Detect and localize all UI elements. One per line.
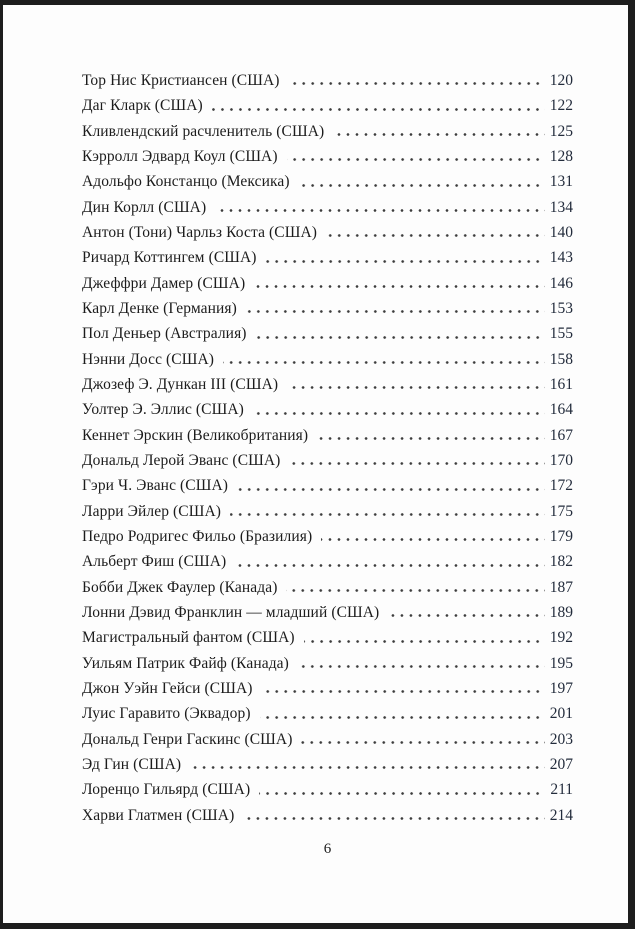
toc-entry-title: Дин Корлл (США) (82, 198, 207, 216)
toc-entry-page-number: 134 (549, 198, 573, 216)
toc-entry[interactable] (82, 752, 573, 777)
toc-entry-page-number: 120 (549, 72, 573, 89)
toc-entry-title: Уильям Патрик Файф (Канада) (82, 654, 289, 672)
toc-entry-title: Кеннет Эрскин (Великобритания) (82, 426, 309, 444)
toc-entry-title: Эд Гин (США) (82, 755, 182, 773)
toc-entry-page-number: 211 (550, 781, 573, 799)
toc-entry[interactable] (82, 676, 573, 701)
toc-entry-title: Адольфо Констанцо (Мексика) (82, 173, 290, 191)
toc-entry[interactable] (82, 144, 573, 169)
toc-entry-title: Кэрролл Эдвард Коул (США) (82, 147, 278, 165)
toc-entry[interactable] (82, 727, 573, 752)
toc-entry-page-number: 146 (549, 274, 573, 292)
toc-entry-page-number: 197 (549, 679, 573, 697)
page-footer (82, 841, 573, 858)
toc-entry[interactable] (82, 397, 573, 422)
toc-entry-page-number: 175 (549, 502, 573, 520)
toc-entry-title: Даг Кларк (США) (82, 97, 203, 115)
toc-entry[interactable] (82, 245, 573, 270)
toc-entry-title: Гэри Ч. Эванс (США) (82, 477, 229, 495)
dot-leader (230, 513, 545, 516)
toc-entry[interactable] (82, 701, 573, 726)
dot-leader (304, 640, 545, 643)
toc-entry-title: Магистральный фантом (США) (82, 629, 295, 647)
toc-entry-page-number: 179 (549, 527, 573, 545)
dot-leader (298, 665, 545, 668)
dot-leader (326, 234, 545, 237)
dot-leader (388, 614, 544, 617)
dot-leader (299, 184, 545, 187)
toc-entry-page-number: 153 (549, 299, 573, 317)
toc-entry-title: Луис Гаравито (Эквадор) (82, 705, 251, 723)
toc-entry-page-number: 161 (549, 375, 573, 393)
dot-leader (266, 260, 545, 263)
toc-entry-title: Альберт Фиш (США) (82, 553, 227, 571)
toc-entry-page-number: 128 (549, 147, 573, 165)
toc-entry-page-number: 214 (549, 806, 573, 824)
toc-entry-page-number: 201 (549, 705, 573, 723)
dot-leader (223, 361, 545, 364)
toc-entry-page-number: 122 (549, 97, 573, 115)
toc-entry[interactable] (82, 68, 573, 93)
toc-entry-title: Нэнни Досс (США) (82, 350, 215, 368)
toc-entry[interactable] (82, 271, 573, 296)
toc-entry-page-number: 172 (549, 477, 573, 495)
toc-entry[interactable] (82, 651, 573, 676)
toc-entry[interactable] (82, 220, 573, 245)
dot-leader (259, 792, 545, 795)
dot-leader (321, 538, 544, 541)
toc-entry-title: Лоренцо Гильярд (США) (82, 781, 251, 799)
toc-entry[interactable] (82, 803, 573, 828)
table-of-contents (82, 68, 573, 828)
toc-entry[interactable] (82, 423, 573, 448)
toc-entry[interactable] (82, 372, 573, 397)
dot-leader (254, 285, 545, 288)
toc-entry[interactable] (82, 600, 573, 625)
toc-entry-title: Джеффри Дамер (США) (82, 274, 246, 292)
toc-entry-page-number: 182 (549, 553, 573, 571)
toc-entry[interactable] (82, 296, 573, 321)
toc-entry-page-number: 155 (549, 325, 573, 343)
dot-leader (215, 209, 545, 212)
dot-leader (190, 766, 545, 769)
toc-entry-title: Антон (Тони) Чарльз Коста (США) (82, 223, 318, 241)
dot-leader (287, 386, 545, 389)
toc-entry-page-number: 143 (549, 249, 573, 267)
toc-entry-page-number: 131 (549, 173, 573, 191)
toc-entry-page-number: 140 (549, 223, 573, 241)
toc-entry-title: Ричард Коттингем (США) (82, 249, 257, 267)
toc-entry-title: Бобби Джек Фаулер (Канада) (82, 578, 278, 596)
dot-leader (289, 82, 545, 85)
toc-entry-title: Пол Деньер (Австралия) (82, 325, 247, 343)
toc-entry-title: Дональд Генри Гаскинс (США) (82, 730, 293, 748)
dot-leader (289, 462, 544, 465)
dot-leader (262, 690, 545, 693)
toc-entry[interactable] (82, 119, 573, 144)
toc-entry-page-number: 203 (549, 730, 573, 748)
toc-entry-page-number: 158 (549, 350, 573, 368)
dot-leader (212, 108, 545, 111)
toc-entry-page-number: 192 (549, 629, 573, 647)
toc-entry[interactable] (82, 195, 573, 220)
toc-entry-page-number: 207 (549, 755, 573, 773)
dot-leader (246, 310, 545, 313)
toc-entry[interactable] (82, 321, 573, 346)
dot-leader (237, 488, 545, 491)
toc-entry[interactable] (82, 93, 573, 118)
toc-entry[interactable] (82, 549, 573, 574)
dot-leader (333, 133, 544, 136)
toc-entry-title: Уолтер Э. Эллис (США) (82, 401, 244, 419)
toc-entry[interactable] (82, 169, 573, 194)
toc-entry-title: Педро Родригес Фильо (Бразилия) (82, 527, 313, 545)
toc-entry[interactable] (82, 473, 573, 498)
toc-entry-page-number: 125 (549, 122, 573, 140)
toc-entry-title: Тор Нис Кристиансен (США) (82, 72, 280, 89)
toc-entry-page-number: 170 (549, 451, 573, 469)
dot-leader (260, 716, 545, 719)
page-number: 6 (323, 841, 332, 857)
toc-entry-page-number: 167 (549, 426, 573, 444)
toc-entry-list (82, 68, 573, 828)
toc-entry[interactable] (82, 777, 573, 802)
toc-entry[interactable] (82, 575, 573, 600)
dot-leader (286, 589, 544, 592)
toc-entry-title: Джозеф Э. Дункан III (США) (82, 375, 279, 393)
dot-leader (243, 817, 544, 820)
dot-leader (256, 336, 545, 339)
dot-leader (253, 412, 545, 415)
toc-entry-title: Лонни Дэвид Франклин — младший (США) (82, 603, 380, 621)
toc-entry[interactable] (82, 347, 573, 372)
toc-entry[interactable] (82, 524, 573, 549)
toc-entry-page-number: 187 (549, 578, 573, 596)
dot-leader (301, 741, 544, 744)
toc-entry[interactable] (82, 625, 573, 650)
toc-entry[interactable] (82, 499, 573, 524)
toc-entry-title: Дональд Лерой Эванс (США) (82, 451, 281, 469)
toc-entry-title: Карл Денке (Германия) (82, 299, 237, 317)
toc-entry-title: Ларри Эйлер (США) (82, 502, 222, 520)
toc-entry-title: Харви Глатмен (США) (82, 806, 235, 824)
dot-leader (317, 437, 545, 440)
toc-entry-page-number: 189 (549, 603, 573, 621)
dot-leader (235, 564, 544, 567)
toc-entry-title: Джон Уэйн Гейси (США) (82, 679, 253, 697)
toc-entry-page-number: 195 (549, 654, 573, 672)
toc-entry-title: Кливлендский расчленитель (США) (82, 122, 325, 140)
toc-entry[interactable] (82, 448, 573, 473)
dot-leader (287, 158, 545, 161)
toc-entry-page-number: 164 (549, 401, 573, 419)
